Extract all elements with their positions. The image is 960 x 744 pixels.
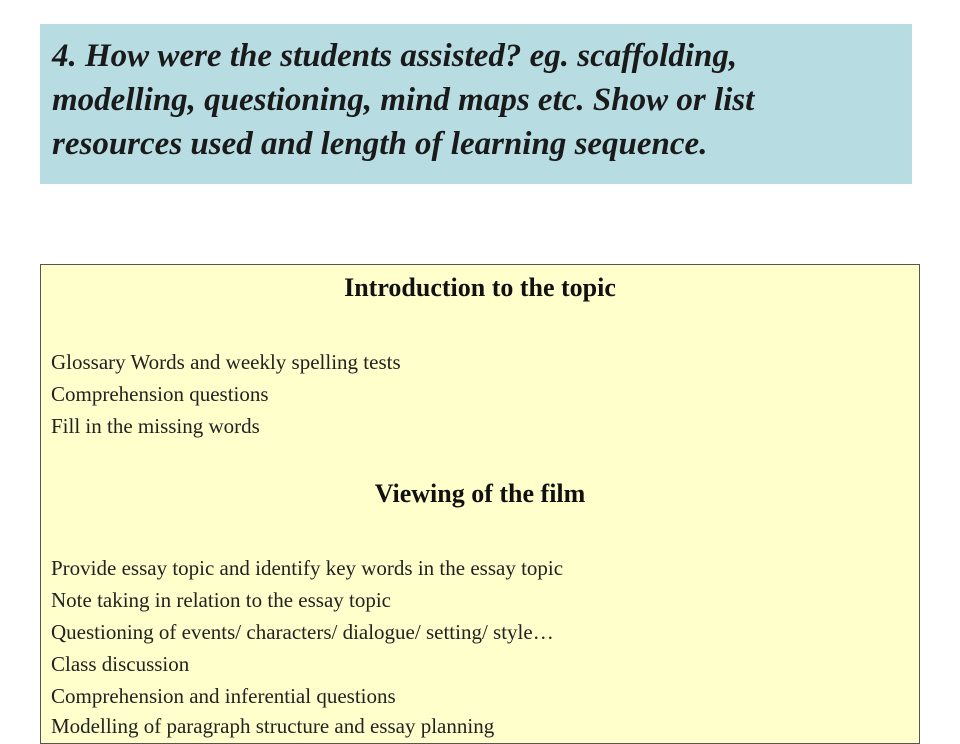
list-item: Questioning of events/ characters/ dialogue/ setting/ style…: [51, 620, 554, 644]
list-item: Comprehension and inferential questions: [51, 684, 396, 708]
section-heading-introduction: Introduction to the topic: [344, 273, 616, 302]
slide-title-line-3: resources used and length of learning sequence.: [52, 126, 708, 162]
list-item: Class discussion: [51, 652, 190, 676]
slide-title-line-2: modelling, questioning, mind maps etc. Show or list: [52, 82, 755, 118]
list-item: Modelling of paragraph structure and essay planning: [51, 714, 495, 738]
list-item: Note taking in relation to the essay topic: [51, 588, 391, 612]
section-heading-viewing: Viewing of the film: [374, 479, 586, 508]
content-text-box: [40, 264, 920, 744]
list-item: Provide essay topic and identify key words in the essay topic: [51, 556, 564, 580]
list-item: Glossary Words and weekly spelling tests: [51, 350, 401, 374]
list-item: Comprehension questions: [51, 382, 269, 406]
slide-title-line-1: 4. How were the students assisted? eg. scaffolding,: [52, 38, 738, 74]
slide-title-box: [40, 24, 912, 184]
list-item: Fill in the missing words: [51, 414, 260, 438]
